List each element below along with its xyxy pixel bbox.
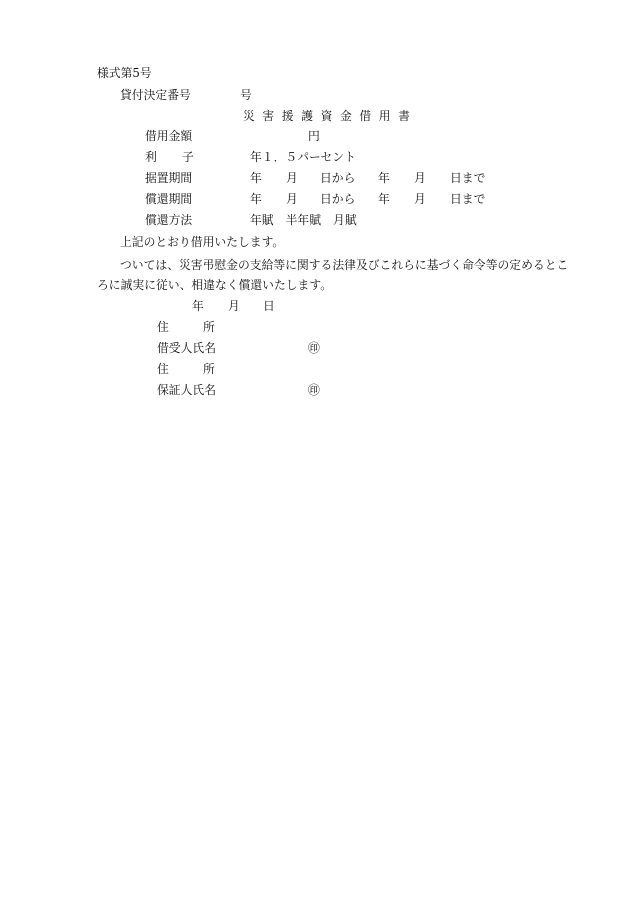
document-title: 災害援護資金借用書 — [243, 109, 418, 123]
repayment-option-annual: 年賦 — [250, 213, 274, 227]
deferment-from-day: 日から — [320, 171, 356, 185]
borrower-seal-mark: ㊞ — [308, 341, 320, 355]
deferment-to-day: 日まで — [450, 171, 486, 185]
borrower-name-label: 借受人氏名 — [157, 341, 216, 355]
date-month: 月 — [228, 299, 240, 313]
repayment-to-year: 年 — [378, 192, 390, 206]
loan-amount-unit: 円 — [308, 129, 320, 143]
borrower-address-label-first: 住 — [157, 320, 169, 334]
repayment-method-options — [250, 214, 357, 226]
deferment-to-month: 月 — [414, 171, 426, 185]
body-line-2: ついては、災害弔慰金の支給等に関する法律及びこれらに基づく命令等の定めるとこ — [120, 258, 569, 272]
repayment-option-semiannual: 半年賦 — [285, 213, 322, 227]
date-day: 日 — [263, 299, 275, 313]
deferment-from-month: 月 — [286, 171, 298, 185]
interest-rate-value: 年１．５パーセント — [250, 150, 356, 164]
repayment-to-month: 月 — [414, 192, 426, 206]
body-line-3: ろに誠実に従い、相違なく償還いたします。 — [97, 278, 332, 292]
deferment-from-year: 年 — [250, 171, 262, 185]
repayment-method-label: 償還方法 — [145, 213, 193, 227]
body-line-1: 上記のとおり借用いたします。 — [120, 235, 285, 249]
guarantor-seal-mark: ㊞ — [308, 383, 320, 397]
repayment-from-day: 日から — [320, 192, 356, 206]
loan-amount-label: 借用金額 — [145, 129, 193, 143]
borrower-address-label-second: 所 — [203, 320, 215, 334]
repayment-from-year: 年 — [250, 192, 262, 206]
repayment-to-day: 日まで — [450, 192, 486, 206]
date-year: 年 — [192, 299, 204, 313]
form-number: 様式第5号 — [97, 66, 152, 80]
interest-label-second: 子 — [182, 150, 194, 164]
loan-decision-number-label: 貸付決定番号 — [120, 88, 191, 102]
guarantor-address-label-second: 所 — [203, 362, 215, 376]
repayment-from-month: 月 — [286, 192, 298, 206]
interest-label-first: 利 — [145, 150, 157, 164]
deferment-period-label: 据置期間 — [145, 171, 193, 185]
repayment-option-monthly: 月賦 — [333, 213, 357, 227]
repayment-period-label: 償還期間 — [145, 192, 193, 206]
guarantor-address-label-first: 住 — [157, 362, 169, 376]
deferment-to-year: 年 — [378, 171, 390, 185]
loan-decision-number-suffix: 号 — [240, 88, 252, 102]
guarantor-name-label: 保証人氏名 — [157, 383, 216, 397]
